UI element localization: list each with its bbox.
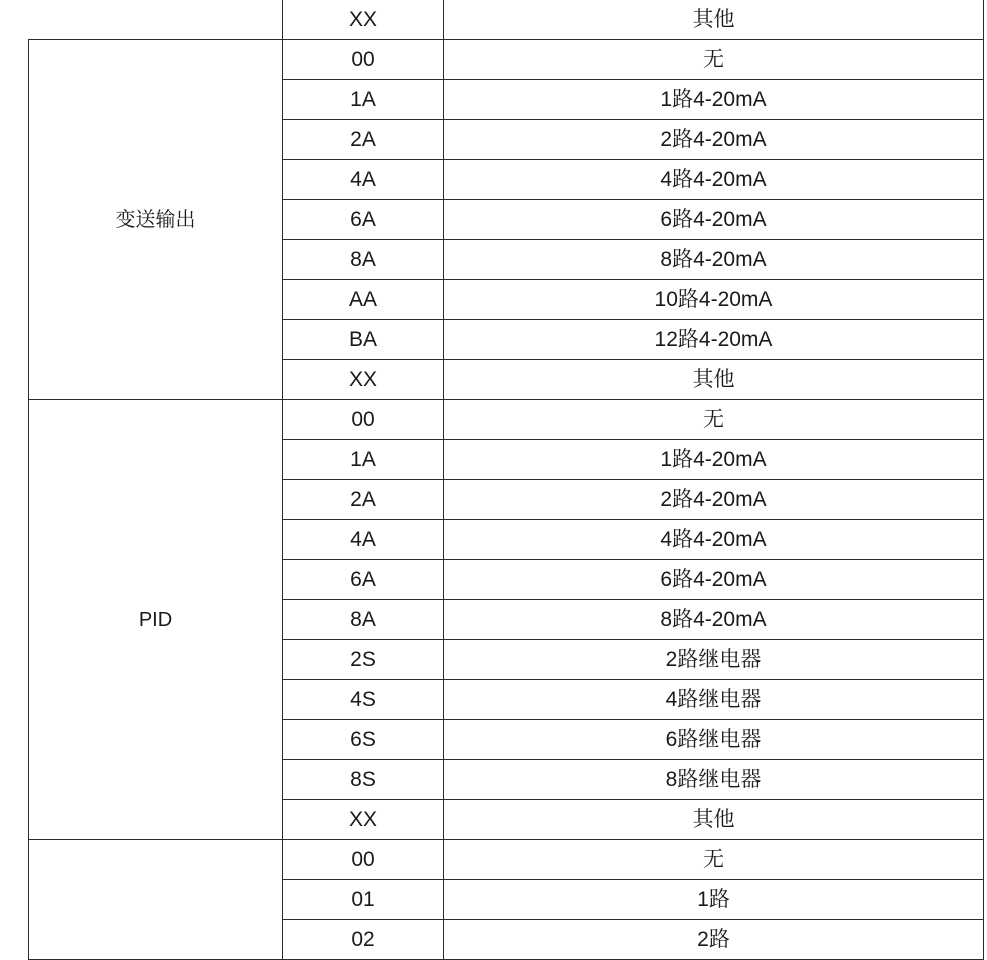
group-cell-empty <box>29 840 283 960</box>
code-cell: 8A <box>283 600 444 640</box>
code-cell: 6A <box>283 560 444 600</box>
description-cell: 1路4-20mA <box>444 440 984 480</box>
description-cell: 6路4-20mA <box>444 560 984 600</box>
description-cell: 1路 <box>444 880 984 920</box>
code-cell: 1A <box>283 80 444 120</box>
code-cell: 4A <box>283 520 444 560</box>
code-cell: 8S <box>283 760 444 800</box>
description-cell: 2路 <box>444 920 984 960</box>
specification-table <box>28 0 984 960</box>
description-cell: 其他 <box>444 0 984 40</box>
code-cell: 02 <box>283 920 444 960</box>
code-cell: 6A <box>283 200 444 240</box>
code-cell: 1A <box>283 440 444 480</box>
code-cell: 6S <box>283 720 444 760</box>
table-row <box>29 400 984 440</box>
table-body <box>29 0 984 960</box>
description-cell: 无 <box>444 40 984 80</box>
description-cell: 2路4-20mA <box>444 120 984 160</box>
description-cell: 10路4-20mA <box>444 280 984 320</box>
table-row <box>29 840 984 880</box>
description-cell: 2路继电器 <box>444 640 984 680</box>
description-cell: 8路4-20mA <box>444 240 984 280</box>
code-cell: 2S <box>283 640 444 680</box>
code-cell: 2A <box>283 120 444 160</box>
description-cell: 4路4-20mA <box>444 520 984 560</box>
group-cell-transmit-output: 变送输出 <box>29 40 283 400</box>
table-row <box>29 0 984 40</box>
description-cell: 4路4-20mA <box>444 160 984 200</box>
description-cell: 8路继电器 <box>444 760 984 800</box>
code-cell: XX <box>283 0 444 40</box>
code-cell: 4S <box>283 680 444 720</box>
code-cell: 00 <box>283 40 444 80</box>
description-cell: 其他 <box>444 800 984 840</box>
description-cell: 12路4-20mA <box>444 320 984 360</box>
code-cell: XX <box>283 360 444 400</box>
description-cell: 6路4-20mA <box>444 200 984 240</box>
description-cell: 6路继电器 <box>444 720 984 760</box>
code-cell: 2A <box>283 480 444 520</box>
description-cell: 4路继电器 <box>444 680 984 720</box>
description-cell: 无 <box>444 400 984 440</box>
description-cell: 8路4-20mA <box>444 600 984 640</box>
code-cell: XX <box>283 800 444 840</box>
description-cell: 1路4-20mA <box>444 80 984 120</box>
table-row <box>29 40 984 80</box>
code-cell: 4A <box>283 160 444 200</box>
description-cell: 无 <box>444 840 984 880</box>
description-cell: 2路4-20mA <box>444 480 984 520</box>
description-cell: 其他 <box>444 360 984 400</box>
code-cell: 00 <box>283 400 444 440</box>
group-cell-pid: PID <box>29 400 283 840</box>
code-cell: 01 <box>283 880 444 920</box>
code-cell: BA <box>283 320 444 360</box>
code-cell: 8A <box>283 240 444 280</box>
code-cell: 00 <box>283 840 444 880</box>
group-cell <box>29 0 283 40</box>
code-cell: AA <box>283 280 444 320</box>
